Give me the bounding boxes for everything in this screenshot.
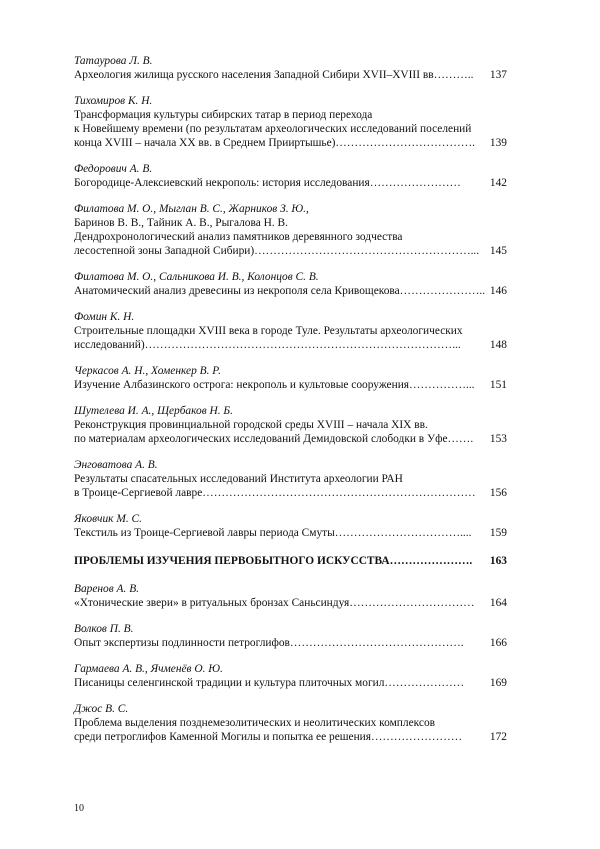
toc-entry: [74, 94, 507, 150]
entry-title-last-line: в Троице-Сергиевой лавре……………………………………………………………… 156: [74, 487, 507, 499]
entry-title-last-line: лесостепной зоны Западной Сибири)…………………………………………………... 145: [74, 245, 507, 257]
toc-entry: [74, 702, 507, 744]
toc-entry: [74, 458, 507, 500]
toc-entry: [74, 54, 507, 82]
toc-entry: [74, 622, 507, 650]
toc-entry: [74, 582, 507, 610]
toc-entry: [74, 310, 507, 352]
entry-title-last-line: Опыт экспертизы подлинности петроглифов………………………………………. 166: [74, 637, 507, 649]
table-of-contents: [74, 54, 507, 744]
entry-author: Федорович А. В.: [74, 163, 153, 175]
entry-title-last-line: Изучение Албазинского острога: некрополь и культовые сооружения……………... 151: [74, 379, 507, 391]
entry-page-number: 172: [489, 731, 507, 743]
entry-page-number: 169: [489, 677, 507, 689]
entry-page-number: 159: [489, 527, 507, 539]
entry-title-last-line: среди петроглифов Каменной Могилы и попытка ее решения…………………… 172: [74, 731, 507, 743]
toc-entry: [74, 404, 507, 446]
entry-page-number: 145: [489, 245, 507, 257]
entry-author: Черкасов А. Н., Хоменкер В. Р.: [74, 365, 221, 377]
entry-author: Волков П. В.: [74, 623, 134, 635]
entry-page-number: 156: [489, 487, 507, 499]
entry-title-last-line: Богородице-Алексиевский некрополь: история исследования…………………… 142: [74, 177, 507, 189]
entry-page-number: 148: [489, 339, 507, 351]
entry-title-line: к Новейшему времени (по результатам археологических исследований поселений: [74, 123, 472, 135]
entry-page-number: 139: [489, 137, 507, 149]
entry-author: Варенов А. В.: [74, 583, 140, 595]
entry-title-last-line: Археология жилища русского населения Западной Сибири XVII–XVIII вв……….. 137: [74, 69, 507, 81]
toc-entry: [74, 202, 507, 258]
entry-title-last-line: Писаницы селенгинской традиции и культура плиточных могил………………… 169: [74, 677, 507, 689]
entry-page-number: 142: [489, 177, 507, 189]
entry-title-last-line: исследований)………………………………………………………………………... 148: [74, 339, 507, 351]
entry-author: Филатова М. О., Сальникова И. В., Колонцов С. В.: [74, 271, 319, 283]
entry-title-line: Проблема выделения позднемезолитических и неолитических комплексов: [74, 717, 436, 729]
entry-title-last-line: «Хтонические звери» в ритуальных бронзах Саньсиндуя…………………………… 164: [74, 597, 507, 609]
entry-title-line: Реконструкция провинциальной городской среды XVIII – начала XIX вв.: [74, 419, 428, 431]
page-number: 10: [74, 803, 84, 814]
entry-author: Фомин К. Н.: [74, 311, 135, 323]
entry-title-last-line: Текстиль из Троице-Сергиевой лавры периода Смуты…………………………….... 159: [74, 527, 507, 539]
entry-author: Гармаева А. В., Ячменёв О. Ю.: [74, 663, 223, 675]
entry-page-number: 166: [489, 637, 507, 649]
toc-entry: [74, 662, 507, 690]
entry-author: Шутелева И. А., Щербаков Н. Б.: [74, 405, 233, 417]
entry-page-number: 153: [489, 433, 507, 445]
entry-author: Татаурова Л. В.: [74, 55, 153, 67]
entry-title-last-line: конца XVIII – начала XX вв. в Среднем Прииртышье)………………………………. 139: [74, 137, 507, 149]
toc-entry: [74, 270, 507, 298]
entry-author: Джос В. С.: [74, 703, 129, 715]
entry-title-last-line: по материалам археологических исследований Демидовской слободки в Уфе……. 153: [74, 433, 507, 445]
entry-author: Энговатова А. В.: [74, 459, 158, 471]
entry-title-last-line: Анатомический анализ древесины из некрополя села Кривощекова………………….. 146: [74, 285, 507, 297]
toc-entry: [74, 512, 507, 540]
entry-author: Филатова М. О., Мыглан В. С., Жарников З. Ю.,: [74, 203, 309, 215]
toc-entry: [74, 162, 507, 190]
entry-title-line: Трансформация культуры сибирских татар в период перехода: [74, 109, 373, 121]
entry-title-line: Строительные площадки XVIII века в городе Туле. Результаты археологических: [74, 325, 463, 337]
entry-page-number: 151: [489, 379, 507, 391]
entry-author: Яковчик М. С.: [74, 513, 142, 525]
toc-entry: [74, 364, 507, 392]
entry-page-number: 146: [489, 285, 507, 297]
entry-title-line: Баринов В. В., Тайник А. В., Рыгалова Н. В.: [74, 217, 288, 229]
entry-title-line: Дендрохронологический анализ памятников деревянного зодчества: [74, 231, 403, 243]
section-page-number: 163: [489, 555, 507, 567]
entry-author: Тихомиров К. Н.: [74, 95, 153, 107]
entry-page-number: 164: [489, 597, 507, 609]
entry-page-number: 137: [489, 69, 507, 81]
entry-title-line: Результаты спасательных исследований Института археологии РАН: [74, 473, 403, 485]
section-heading: ПРОБЛЕМЫ ИЗУЧЕНИЯ ПЕРВОБЫТНОГО ИСКУССТВА…………………. 163: [74, 555, 507, 567]
